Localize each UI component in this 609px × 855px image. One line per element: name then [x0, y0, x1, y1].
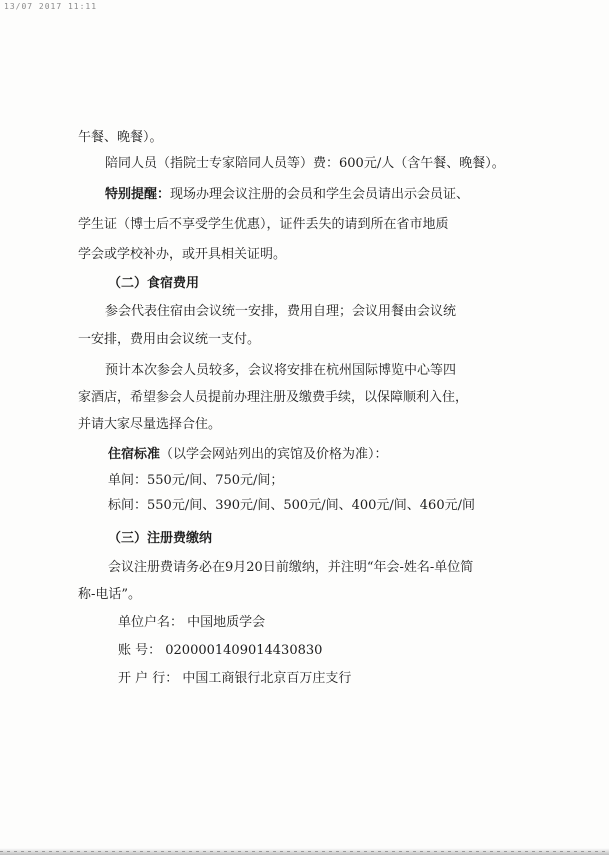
lodging-standard-text: （以学会网站列出的宾馆及价格为准）：: [160, 447, 388, 462]
text-line: 并请大家尽量选择合住。: [78, 417, 222, 432]
account-name-line: 单位户名： 中国地质学会: [118, 615, 266, 630]
text-line: 家酒店，希望参会人员提前办理注册及缴费手续，以保障顺利入住，: [78, 390, 469, 405]
special-reminder-label: 特别提醒：: [105, 187, 171, 202]
text-line: 午餐、晚餐）。: [78, 130, 163, 145]
fax-timestamp-header: 13/07 2017 11:11: [4, 2, 98, 11]
standard-room-prices: 标间：550元/间、390元/间、500元/间、400元/间、460元/间: [108, 498, 475, 513]
text-line: 参会代表住宿由会议统一安排，费用自理；会议用餐由会议统: [105, 304, 457, 319]
scan-bottom-edge: [0, 848, 609, 855]
lodging-standard-line: [108, 446, 388, 464]
special-reminder-text: 现场办理会议注册的会员和学生会员请出示会员证、: [170, 187, 470, 202]
text-line: 学生证（博士后不享受学生优惠），证件丢失的请到所在省市地质: [78, 217, 449, 232]
single-room-prices: 单间：550元/间、750元/间；: [108, 473, 284, 488]
text-line: 称-电话”。: [78, 587, 142, 602]
text-line: 预计本次参会人员较多，会议将安排在杭州国际博览中心等四: [105, 363, 457, 378]
text-line: 会议注册费请务必在9月20日前缴纳，并注明“年会-姓名-单位简: [108, 560, 474, 575]
text-line: 陪同人员（指院士专家陪同人员等）费：600元/人（含午餐、晚餐）。: [105, 156, 505, 171]
special-reminder-line: [105, 186, 469, 204]
section-heading-food-lodging: （二）食宿费用: [108, 276, 200, 291]
text-line: 学会或学校补办，或开具相关证明。: [78, 247, 287, 262]
bank-branch-line: 开 户 行： 中国工商银行北京百万庄支行: [118, 671, 352, 686]
lodging-standard-label: 住宿标准: [108, 447, 161, 462]
text-line: 一安排，费用由会议统一支付。: [78, 332, 261, 347]
section-heading-registration-fee: （三）注册费缴纳: [108, 531, 213, 546]
account-number-line: 账 号： 0200001409014430830: [118, 643, 323, 658]
